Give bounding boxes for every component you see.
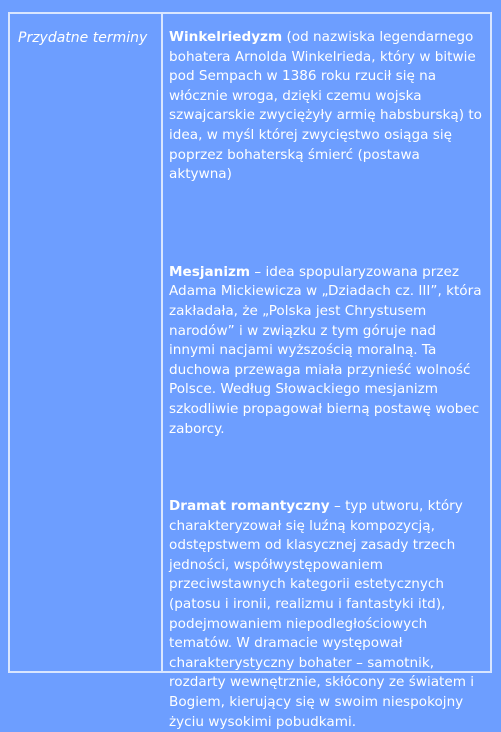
content-cell — [163, 14, 490, 730]
label-cell — [10, 14, 163, 671]
term-entry-winkelriedyzm — [169, 28, 482, 185]
term-entry-dramat-romantyczny — [169, 497, 482, 732]
entry-spacer — [169, 439, 482, 497]
term-title: Mesjanizm — [169, 263, 251, 280]
term-title: Dramat romantyczny — [169, 498, 330, 515]
term-entry-mesjanizm — [169, 263, 482, 439]
section-label: Przydatne terminy — [18, 30, 148, 46]
terms-table — [8, 12, 492, 730]
term-definition: (od nazwiska legendarnego bohatera Arnolda Winkelrieda, który w bitwie pod Sempach w 1386 roku rzucił się na włócznie wroga, dzięki czemu wojska szwajcarskie zwyciężyły armię habsburską) to idea, w myśl której zwycięstwo osiąga się poprzez bohaterską śmierć (postawa aktywna) — [169, 29, 483, 183]
term-definition: – typ utworu, który charakteryzował się luźną kompozycją, odstępstwem od klasycznej zasady trzech jedności, współwystępowaniem przeciwstawnych kategorii estetycznych (patosu i ironii, realizmu i fantastyki itd), podejmowaniem niepodległościowych tematów. W dramacie występował charakterystyczny bohater – samotnik, rozdarty wewnętrznie, skłócony ze światem i Bogiem, kierujący się w swoim niespokojny życiu wysokimi pobudkami. — [169, 498, 475, 730]
term-definition: – idea spopularyzowana przez Adama Mickiewicza w „Dziadach cz. III”, która zakładała, że „Polska jest Chrystusem narodów” i w związku z tym góruje nad innymi nacjami wyższością moralną. Ta duchowa przewaga miała przynieść wolność Polsce. Według Słowackiego mesjanizm szkodliwie propagował bierną postawę wobec zaborcy. — [169, 263, 482, 437]
entry-spacer — [169, 185, 482, 263]
term-title: Winkelriedyzm — [169, 29, 283, 45]
